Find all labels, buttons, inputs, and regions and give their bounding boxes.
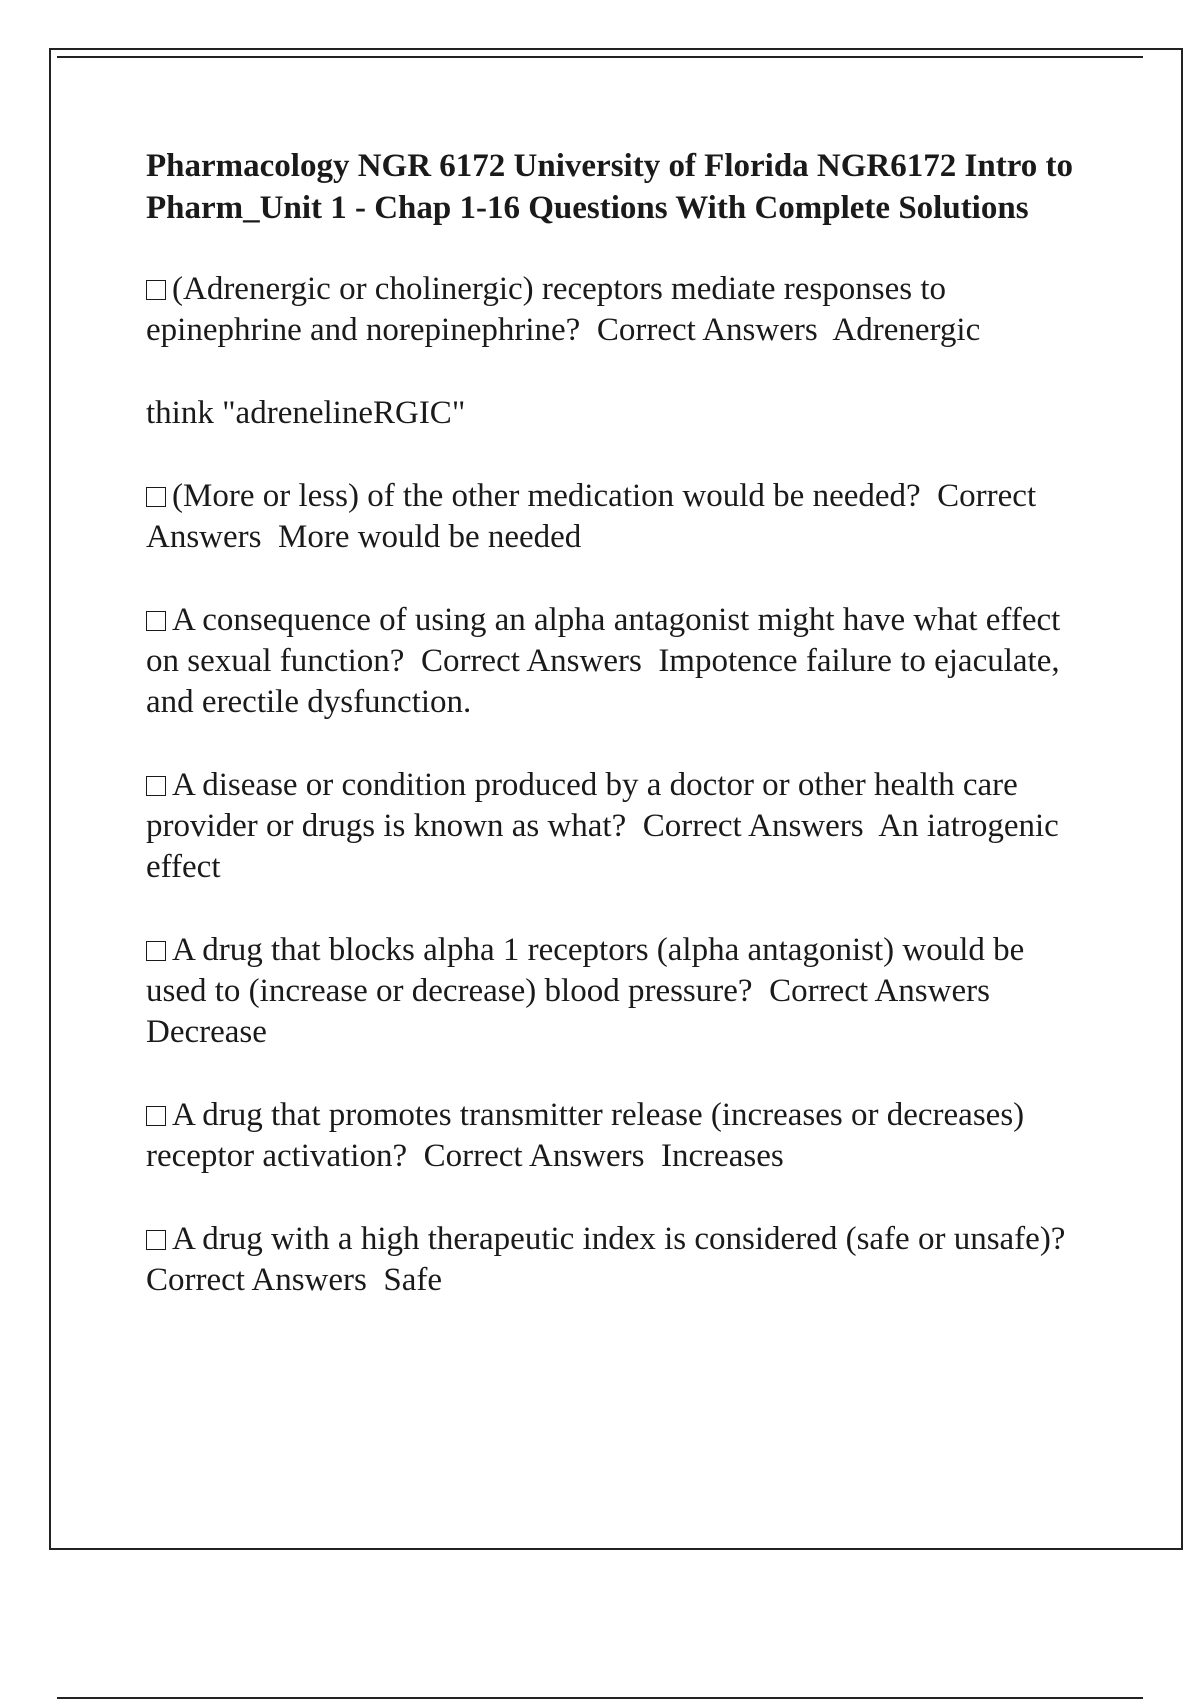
answer-label: Correct Answers (146, 478, 1037, 555)
qa-item-6 (146, 1095, 1086, 1177)
answer-text: An iatrogenic effect (146, 808, 1059, 885)
answer-label: Correct Answers (596, 312, 818, 348)
checkbox-icon (146, 487, 166, 507)
question-text: A drug that promotes transmitter release (increases or decreases) receptor activation? (146, 1097, 1025, 1174)
question-text: (Adrenergic or cholinergic) receptors mediate responses to epinephrine and norepinephrine? (146, 271, 946, 348)
answer-text: Decrease (146, 1014, 267, 1050)
answer-label: Correct Answers (423, 1138, 645, 1174)
question-text: A drug that blocks alpha 1 receptors (alpha antagonist) would be used to (increase or decrease) blood pressure? (146, 932, 1025, 1009)
checkbox-icon (146, 941, 166, 961)
checkbox-icon (146, 1230, 166, 1250)
bottom-rule (57, 1697, 1143, 1699)
question-text: (More or less) of the other medication would be needed? (172, 478, 921, 514)
answer-text: Increases (660, 1138, 784, 1174)
note-text: think "adrenelineRGIC" (146, 395, 466, 431)
checkbox-icon (146, 1106, 166, 1126)
checkbox-icon (146, 280, 166, 300)
checkbox-icon (146, 611, 166, 631)
answer-text: Adrenergic (832, 312, 981, 348)
answer-text: Safe (383, 1262, 443, 1298)
qa-item-3 (146, 600, 1086, 723)
question-text: A consequence of using an alpha antagonist might have what effect on sexual function? (146, 602, 1061, 679)
document-body (146, 145, 1086, 1343)
answer-text: Impotence failure to ejaculate, and erectile dysfunction. (146, 643, 1060, 720)
qa-item-7 (146, 1219, 1086, 1301)
answer-label: Correct Answers (642, 808, 864, 844)
answer-label: Correct Answers (146, 1262, 367, 1298)
qa-item-2 (146, 476, 1086, 558)
answer-text: More would be needed (277, 519, 582, 555)
qa-item-1 (146, 269, 1086, 351)
top-rule (57, 56, 1143, 58)
question-text: A disease or condition produced by a doctor or other health care provider or drugs is known as what? (146, 767, 1018, 844)
qa-item-5 (146, 930, 1086, 1053)
question-text: A drug with a high therapeutic index is considered (safe or unsafe)? (172, 1221, 1066, 1257)
document-title: Pharmacology NGR 6172 University of Florida NGR6172 Intro to Pharm_Unit 1 - Chap 1-16 Questions With Complete Solutions (146, 148, 1073, 226)
answer-label: Correct Answers (420, 643, 642, 679)
qa-item-4 (146, 765, 1086, 888)
answer-label: Correct Answers (769, 973, 990, 1009)
checkbox-icon (146, 776, 166, 796)
